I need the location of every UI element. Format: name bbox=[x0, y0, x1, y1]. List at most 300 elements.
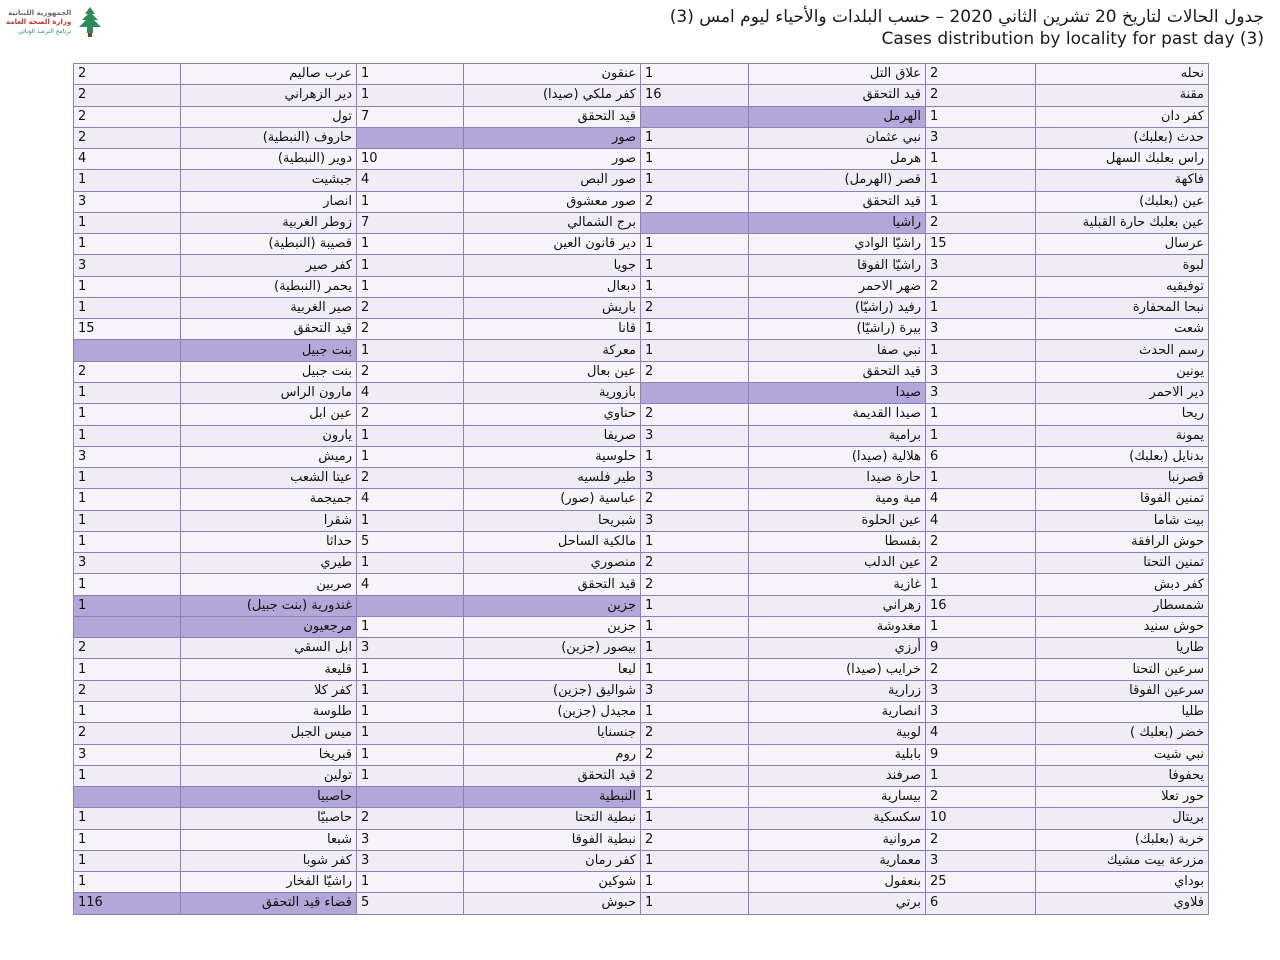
case-count-cell: 1 bbox=[74, 170, 181, 191]
locality-name-cell: صرفند bbox=[749, 765, 926, 786]
case-count-cell: 7 bbox=[357, 106, 464, 127]
case-count-cell: 1 bbox=[926, 425, 1036, 446]
locality-name-cell: طاريا bbox=[1036, 638, 1209, 659]
locality-name-cell: حاروف (النبطية) bbox=[181, 127, 357, 148]
case-count-cell: 1 bbox=[357, 765, 464, 786]
case-count-cell: 2 bbox=[926, 531, 1036, 552]
locality-name-cell: لبوة bbox=[1036, 255, 1209, 276]
header-titles bbox=[670, 6, 1264, 50]
locality-name-cell: لوبية bbox=[749, 723, 926, 744]
locality-name-cell: عين الحلوة bbox=[749, 510, 926, 531]
locality-name-cell: برامية bbox=[749, 425, 926, 446]
locality-name-cell: قصر (الهرمل) bbox=[749, 170, 926, 191]
cedar-icon bbox=[75, 6, 105, 38]
case-count-cell: 5 bbox=[357, 893, 464, 914]
locality-name-cell: برج الشمالي bbox=[464, 212, 641, 233]
locality-name-cell: شواليق (جزين) bbox=[464, 680, 641, 701]
locality-name-cell: صير الغربية bbox=[181, 297, 357, 318]
locality-name-cell: حارة صيدا bbox=[749, 468, 926, 489]
case-count-cell: 1 bbox=[641, 872, 749, 893]
case-count-cell: 3 bbox=[926, 255, 1036, 276]
locality-name-cell: حدث (بعلبك) bbox=[1036, 127, 1209, 148]
locality-name-cell: نبطية التحتا bbox=[464, 808, 641, 829]
table-row bbox=[74, 468, 1209, 489]
case-count-cell: 4 bbox=[357, 170, 464, 191]
case-count-cell: 1 bbox=[74, 574, 181, 595]
case-count-cell: 1 bbox=[926, 297, 1036, 318]
case-count-cell: 3 bbox=[357, 850, 464, 871]
case-count-cell: 1 bbox=[357, 191, 464, 212]
locality-name-cell: تمنين الفوقا bbox=[1036, 489, 1209, 510]
table-row bbox=[74, 701, 1209, 722]
locality-name-cell: معركة bbox=[464, 340, 641, 361]
locality-name-cell: كفر دان bbox=[1036, 106, 1209, 127]
case-count-cell: 10 bbox=[926, 808, 1036, 829]
logo-program: برنامج الترصد الوبائي bbox=[18, 27, 72, 35]
case-count-cell bbox=[641, 382, 749, 403]
case-count-cell: 2 bbox=[926, 553, 1036, 574]
locality-name-cell: يحفوفا bbox=[1036, 765, 1209, 786]
locality-name-cell: باريش bbox=[464, 297, 641, 318]
case-count-cell: 2 bbox=[74, 127, 181, 148]
locality-name-cell: كفر كلا bbox=[181, 680, 357, 701]
locality-name-cell: بنت جبيل bbox=[181, 340, 357, 361]
locality-name-cell: جنسنايا bbox=[464, 723, 641, 744]
locality-name-cell: منصوري bbox=[464, 553, 641, 574]
case-count-cell: 1 bbox=[641, 127, 749, 148]
locality-name-cell: مزرعة بيت مشيك bbox=[1036, 850, 1209, 871]
locality-name-cell: مارون الراس bbox=[181, 382, 357, 403]
locality-name-cell: نحله bbox=[1036, 64, 1209, 85]
case-count-cell: 2 bbox=[641, 553, 749, 574]
case-count-cell: 1 bbox=[641, 616, 749, 637]
locality-name-cell: طيري bbox=[181, 553, 357, 574]
case-count-cell: 1 bbox=[641, 701, 749, 722]
case-count-cell: 3 bbox=[74, 446, 181, 467]
case-count-cell: 15 bbox=[74, 319, 181, 340]
table-row bbox=[74, 531, 1209, 552]
locality-name-cell: قيد التحقق bbox=[181, 319, 357, 340]
case-count-cell: 2 bbox=[641, 361, 749, 382]
case-count-cell: 1 bbox=[641, 659, 749, 680]
table-row bbox=[74, 149, 1209, 170]
locality-name-cell: رفيد (راشيّا) bbox=[749, 297, 926, 318]
case-count-cell: 4 bbox=[926, 489, 1036, 510]
logo-ministry: وزارة الصحة العامة bbox=[6, 17, 72, 26]
case-count-cell: 1 bbox=[74, 425, 181, 446]
case-count-cell: 3 bbox=[74, 255, 181, 276]
table-row bbox=[74, 234, 1209, 255]
logo-text bbox=[6, 9, 71, 36]
case-count-cell: 3 bbox=[926, 701, 1036, 722]
table-row bbox=[74, 893, 1209, 914]
case-count-cell: 1 bbox=[74, 382, 181, 403]
case-count-cell: 4 bbox=[74, 149, 181, 170]
locality-name-cell: طلوسة bbox=[181, 701, 357, 722]
case-count-cell: 1 bbox=[926, 468, 1036, 489]
case-count-cell: 2 bbox=[926, 276, 1036, 297]
locality-name-cell: صور bbox=[464, 149, 641, 170]
table-row bbox=[74, 680, 1209, 701]
table-row bbox=[74, 382, 1209, 403]
case-count-cell: 2 bbox=[926, 659, 1036, 680]
locality-name-cell: صيدا bbox=[749, 382, 926, 403]
case-count-cell: 2 bbox=[926, 85, 1036, 106]
case-count-cell: 1 bbox=[357, 425, 464, 446]
case-count-cell: 1 bbox=[74, 510, 181, 531]
case-count-cell: 4 bbox=[926, 510, 1036, 531]
table-row bbox=[74, 170, 1209, 191]
case-count-cell: 1 bbox=[641, 170, 749, 191]
locality-name-cell: قيد التحقق bbox=[464, 574, 641, 595]
locality-name-cell: تول bbox=[181, 106, 357, 127]
locality-name-cell: نبطية الفوقا bbox=[464, 829, 641, 850]
locality-name-cell: شبعا bbox=[181, 829, 357, 850]
case-count-cell: 2 bbox=[357, 468, 464, 489]
locality-name-cell: عين (بعلبك) bbox=[1036, 191, 1209, 212]
case-count-cell: 3 bbox=[357, 638, 464, 659]
table-row bbox=[74, 616, 1209, 637]
case-count-cell: 1 bbox=[641, 446, 749, 467]
locality-name-cell: ميس الجبل bbox=[181, 723, 357, 744]
case-count-cell: 4 bbox=[926, 723, 1036, 744]
locality-name-cell: حوش الرافقة bbox=[1036, 531, 1209, 552]
locality-name-cell: قيد التحقق bbox=[749, 361, 926, 382]
case-count-cell: 3 bbox=[641, 425, 749, 446]
locality-name-cell: راس بعلبك السهل bbox=[1036, 149, 1209, 170]
case-count-cell: 1 bbox=[357, 446, 464, 467]
locality-name-cell: حناوي bbox=[464, 404, 641, 425]
case-count-cell: 2 bbox=[926, 64, 1036, 85]
case-count-cell: 25 bbox=[926, 872, 1036, 893]
locality-name-cell: عين الدلب bbox=[749, 553, 926, 574]
case-count-cell: 1 bbox=[74, 404, 181, 425]
locality-name-cell: زرارية bbox=[749, 680, 926, 701]
case-count-cell: 1 bbox=[357, 234, 464, 255]
case-count-cell: 1 bbox=[357, 744, 464, 765]
case-count-cell: 1 bbox=[74, 234, 181, 255]
table-row bbox=[74, 744, 1209, 765]
table-row bbox=[74, 361, 1209, 382]
table-row bbox=[74, 276, 1209, 297]
locality-name-cell: ابل السقي bbox=[181, 638, 357, 659]
locality-name-cell: عين بعلبك حارة القبلية bbox=[1036, 212, 1209, 233]
locality-name-cell: قليعة bbox=[181, 659, 357, 680]
case-count-cell: 1 bbox=[641, 64, 749, 85]
table-row bbox=[74, 765, 1209, 786]
table-row bbox=[74, 638, 1209, 659]
table-row bbox=[74, 255, 1209, 276]
locality-name-cell: راشيّا الفوقا bbox=[749, 255, 926, 276]
locality-name-cell: عين ابل bbox=[181, 404, 357, 425]
locality-name-cell: جميجمة bbox=[181, 489, 357, 510]
locality-name-cell: بوداي bbox=[1036, 872, 1209, 893]
case-count-cell: 1 bbox=[74, 765, 181, 786]
case-count-cell: 4 bbox=[357, 489, 464, 510]
case-count-cell: 1 bbox=[74, 468, 181, 489]
locality-name-cell: مروانية bbox=[749, 829, 926, 850]
case-count-cell: 2 bbox=[641, 489, 749, 510]
locality-name-cell: بنت جبيل bbox=[181, 361, 357, 382]
case-count-cell: 1 bbox=[926, 765, 1036, 786]
case-count-cell: 7 bbox=[357, 212, 464, 233]
locality-name-cell: ريحا bbox=[1036, 404, 1209, 425]
locality-name-cell: جويا bbox=[464, 255, 641, 276]
case-count-cell bbox=[74, 340, 181, 361]
case-count-cell: 2 bbox=[641, 297, 749, 318]
table-row bbox=[74, 404, 1209, 425]
locality-name-cell: صيدا القديمة bbox=[749, 404, 926, 425]
locality-name-cell: راشيا bbox=[749, 212, 926, 233]
locality-name-cell: دبعال bbox=[464, 276, 641, 297]
locality-name-cell: بيت شاما bbox=[1036, 510, 1209, 531]
case-count-cell bbox=[357, 127, 464, 148]
case-count-cell: 1 bbox=[74, 297, 181, 318]
locality-name-cell: توفيقيه bbox=[1036, 276, 1209, 297]
locality-name-cell: نبي عثمان bbox=[749, 127, 926, 148]
case-count-cell: 3 bbox=[926, 319, 1036, 340]
locality-name-cell: عيتا الشعب bbox=[181, 468, 357, 489]
locality-name-cell: عين بعال bbox=[464, 361, 641, 382]
case-count-cell: 3 bbox=[74, 553, 181, 574]
locality-name-cell: عرب صاليم bbox=[181, 64, 357, 85]
locality-name-cell: كفر رمان bbox=[464, 850, 641, 871]
locality-name-cell: زهراني bbox=[749, 595, 926, 616]
case-count-cell: 1 bbox=[641, 255, 749, 276]
case-count-cell: 2 bbox=[357, 808, 464, 829]
page-title-arabic: جدول الحالات لتاريخ 20 تشرين الثاني 2020 – حسب البلدات والأحياء ليوم امس (3) bbox=[669, 7, 1264, 27]
case-count-cell: 2 bbox=[357, 404, 464, 425]
locality-name-cell: كفر صير bbox=[181, 255, 357, 276]
locality-name-cell: دير الزهراني bbox=[181, 85, 357, 106]
table-row bbox=[74, 510, 1209, 531]
locality-name-cell: خرايب (صيدا) bbox=[749, 659, 926, 680]
locality-name-cell: قانا bbox=[464, 319, 641, 340]
locality-name-cell: هلالية (صيدا) bbox=[749, 446, 926, 467]
case-count-cell: 1 bbox=[641, 149, 749, 170]
table-row bbox=[74, 319, 1209, 340]
case-count-cell: 1 bbox=[641, 340, 749, 361]
case-count-cell: 3 bbox=[641, 510, 749, 531]
locality-name-cell: شعت bbox=[1036, 319, 1209, 340]
locality-name-cell: زوطر الغربية bbox=[181, 212, 357, 233]
logo-country: الجمهورية اللبنانية bbox=[8, 8, 72, 17]
case-count-cell: 6 bbox=[926, 446, 1036, 467]
case-count-cell: 1 bbox=[357, 85, 464, 106]
case-count-cell: 6 bbox=[926, 893, 1036, 914]
locality-name-cell: حلوسية bbox=[464, 446, 641, 467]
case-count-cell: 3 bbox=[74, 744, 181, 765]
locality-name-cell: صربين bbox=[181, 574, 357, 595]
locality-name-cell: بيصور (جزين) bbox=[464, 638, 641, 659]
case-count-cell: 1 bbox=[74, 531, 181, 552]
locality-name-cell: حبوش bbox=[464, 893, 641, 914]
case-count-cell: 2 bbox=[641, 723, 749, 744]
case-count-cell: 1 bbox=[357, 680, 464, 701]
locality-name-cell: قضاء قيد التحقق bbox=[181, 893, 357, 914]
case-count-cell: 2 bbox=[641, 404, 749, 425]
case-count-cell bbox=[357, 787, 464, 808]
case-count-cell: 9 bbox=[926, 638, 1036, 659]
page-title-english: Cases distribution by locality for past day (3) bbox=[881, 29, 1264, 49]
table-row bbox=[74, 829, 1209, 850]
locality-name-cell: شوكين bbox=[464, 872, 641, 893]
case-count-cell: 1 bbox=[926, 340, 1036, 361]
locality-name-cell: مالكية الساحل bbox=[464, 531, 641, 552]
locality-name-cell: دير قانون العين bbox=[464, 234, 641, 255]
locality-name-cell: عرسال bbox=[1036, 234, 1209, 255]
case-count-cell: 1 bbox=[926, 106, 1036, 127]
locality-name-cell: طليا bbox=[1036, 701, 1209, 722]
table-row bbox=[74, 85, 1209, 106]
case-count-cell: 2 bbox=[74, 64, 181, 85]
locality-name-cell: عنقون bbox=[464, 64, 641, 85]
locality-name-cell: مجيدل (جزين) bbox=[464, 701, 641, 722]
locality-name-cell: خضر (بعلبك ) bbox=[1036, 723, 1209, 744]
case-count-cell: 1 bbox=[641, 531, 749, 552]
case-count-cell: 1 bbox=[74, 872, 181, 893]
locality-name-cell: شمسطار bbox=[1036, 595, 1209, 616]
locality-name-cell: برتي bbox=[749, 893, 926, 914]
locality-name-cell: قصيبة (النبطية) bbox=[181, 234, 357, 255]
locality-name-cell: كفر ملكي (صيدا) bbox=[464, 85, 641, 106]
locality-name-cell: رسم الحدث bbox=[1036, 340, 1209, 361]
case-count-cell: 1 bbox=[357, 553, 464, 574]
locality-name-cell: جبشيت bbox=[181, 170, 357, 191]
case-count-cell: 1 bbox=[641, 638, 749, 659]
locality-name-cell: قيد التحقق bbox=[464, 106, 641, 127]
locality-name-cell: انصار bbox=[181, 191, 357, 212]
locality-name-cell: جزين bbox=[464, 616, 641, 637]
table-row bbox=[74, 872, 1209, 893]
case-count-cell: 2 bbox=[357, 319, 464, 340]
locality-name-cell: يمونة bbox=[1036, 425, 1209, 446]
case-count-cell: 9 bbox=[926, 744, 1036, 765]
locality-name-cell: صور البص bbox=[464, 170, 641, 191]
locality-name-cell: نبي شيت bbox=[1036, 744, 1209, 765]
case-count-cell: 1 bbox=[74, 808, 181, 829]
locality-name-cell: بابلية bbox=[749, 744, 926, 765]
locality-name-cell: مغدوشة bbox=[749, 616, 926, 637]
case-count-cell: 4 bbox=[357, 382, 464, 403]
case-count-cell bbox=[74, 787, 181, 808]
case-count-cell: 3 bbox=[926, 850, 1036, 871]
locality-name-cell: أرزي bbox=[749, 638, 926, 659]
table-row bbox=[74, 808, 1209, 829]
case-count-cell: 1 bbox=[357, 659, 464, 680]
locality-name-cell: شقرا bbox=[181, 510, 357, 531]
locality-name-cell: هرمل bbox=[749, 149, 926, 170]
case-count-cell: 2 bbox=[641, 765, 749, 786]
locality-name-cell: بريتال bbox=[1036, 808, 1209, 829]
locality-name-cell: صور bbox=[464, 127, 641, 148]
case-count-cell: 2 bbox=[641, 744, 749, 765]
cases-table bbox=[73, 63, 1209, 915]
case-count-cell: 1 bbox=[357, 723, 464, 744]
locality-name-cell: بازورية bbox=[464, 382, 641, 403]
case-count-cell: 3 bbox=[74, 191, 181, 212]
case-count-cell: 2 bbox=[926, 829, 1036, 850]
locality-name-cell: راشيّا الفخار bbox=[181, 872, 357, 893]
case-count-cell: 1 bbox=[357, 64, 464, 85]
case-count-cell: 1 bbox=[357, 872, 464, 893]
locality-name-cell: تولين bbox=[181, 765, 357, 786]
cases-table-body bbox=[74, 64, 1209, 915]
case-count-cell: 2 bbox=[926, 787, 1036, 808]
case-count-cell: 116 bbox=[74, 893, 181, 914]
locality-name-cell: سكسكية bbox=[749, 808, 926, 829]
locality-name-cell: يونين bbox=[1036, 361, 1209, 382]
locality-name-cell: عباسية (صور) bbox=[464, 489, 641, 510]
case-count-cell: 1 bbox=[926, 404, 1036, 425]
locality-name-cell: نبي صفا bbox=[749, 340, 926, 361]
case-count-cell: 16 bbox=[641, 85, 749, 106]
case-count-cell: 1 bbox=[926, 616, 1036, 637]
case-count-cell: 2 bbox=[74, 680, 181, 701]
table-row bbox=[74, 553, 1209, 574]
case-count-cell: 1 bbox=[641, 234, 749, 255]
case-count-cell: 1 bbox=[74, 276, 181, 297]
locality-name-cell: فاكهة bbox=[1036, 170, 1209, 191]
case-count-cell: 3 bbox=[926, 127, 1036, 148]
locality-name-cell: فلاوي bbox=[1036, 893, 1209, 914]
case-count-cell: 2 bbox=[357, 361, 464, 382]
locality-name-cell: دوير (النبطية) bbox=[181, 149, 357, 170]
case-count-cell: 1 bbox=[357, 701, 464, 722]
case-count-cell: 2 bbox=[74, 85, 181, 106]
locality-name-cell: قصرنبا bbox=[1036, 468, 1209, 489]
table-row bbox=[74, 127, 1209, 148]
locality-name-cell: راشيّا الوادي bbox=[749, 234, 926, 255]
locality-name-cell: طير فلسيه bbox=[464, 468, 641, 489]
locality-name-cell: قيد التحقق bbox=[749, 191, 926, 212]
locality-name-cell: غندورية (بنت جبيل) bbox=[181, 595, 357, 616]
locality-name-cell: قيد التحقق bbox=[464, 765, 641, 786]
case-count-cell: 5 bbox=[357, 531, 464, 552]
case-count-cell: 1 bbox=[357, 510, 464, 531]
locality-name-cell: بيرة (راشيّا) bbox=[749, 319, 926, 340]
case-count-cell: 1 bbox=[641, 319, 749, 340]
case-count-cell: 1 bbox=[641, 893, 749, 914]
case-count-cell: 1 bbox=[926, 149, 1036, 170]
table-row bbox=[74, 574, 1209, 595]
case-count-cell: 1 bbox=[74, 850, 181, 871]
locality-name-cell: كفر شوبا bbox=[181, 850, 357, 871]
case-count-cell: 3 bbox=[926, 680, 1036, 701]
table-row bbox=[74, 850, 1209, 871]
locality-name-cell: سرعين التحتا bbox=[1036, 659, 1209, 680]
case-count-cell: 2 bbox=[74, 638, 181, 659]
case-count-cell: 4 bbox=[357, 574, 464, 595]
locality-name-cell: شبريحا bbox=[464, 510, 641, 531]
locality-name-cell: مية ومية bbox=[749, 489, 926, 510]
locality-name-cell: غازية bbox=[749, 574, 926, 595]
case-count-cell: 1 bbox=[357, 276, 464, 297]
locality-name-cell: جزين bbox=[464, 595, 641, 616]
case-count-cell: 3 bbox=[926, 382, 1036, 403]
locality-name-cell: بيسارية bbox=[749, 787, 926, 808]
case-count-cell: 1 bbox=[641, 276, 749, 297]
case-count-cell bbox=[641, 106, 749, 127]
table-row bbox=[74, 64, 1209, 85]
table-row bbox=[74, 340, 1209, 361]
case-count-cell: 2 bbox=[641, 191, 749, 212]
case-count-cell: 1 bbox=[74, 659, 181, 680]
table-row bbox=[74, 595, 1209, 616]
ministry-logo bbox=[6, 2, 118, 42]
case-count-cell: 1 bbox=[641, 808, 749, 829]
case-count-cell: 2 bbox=[74, 723, 181, 744]
